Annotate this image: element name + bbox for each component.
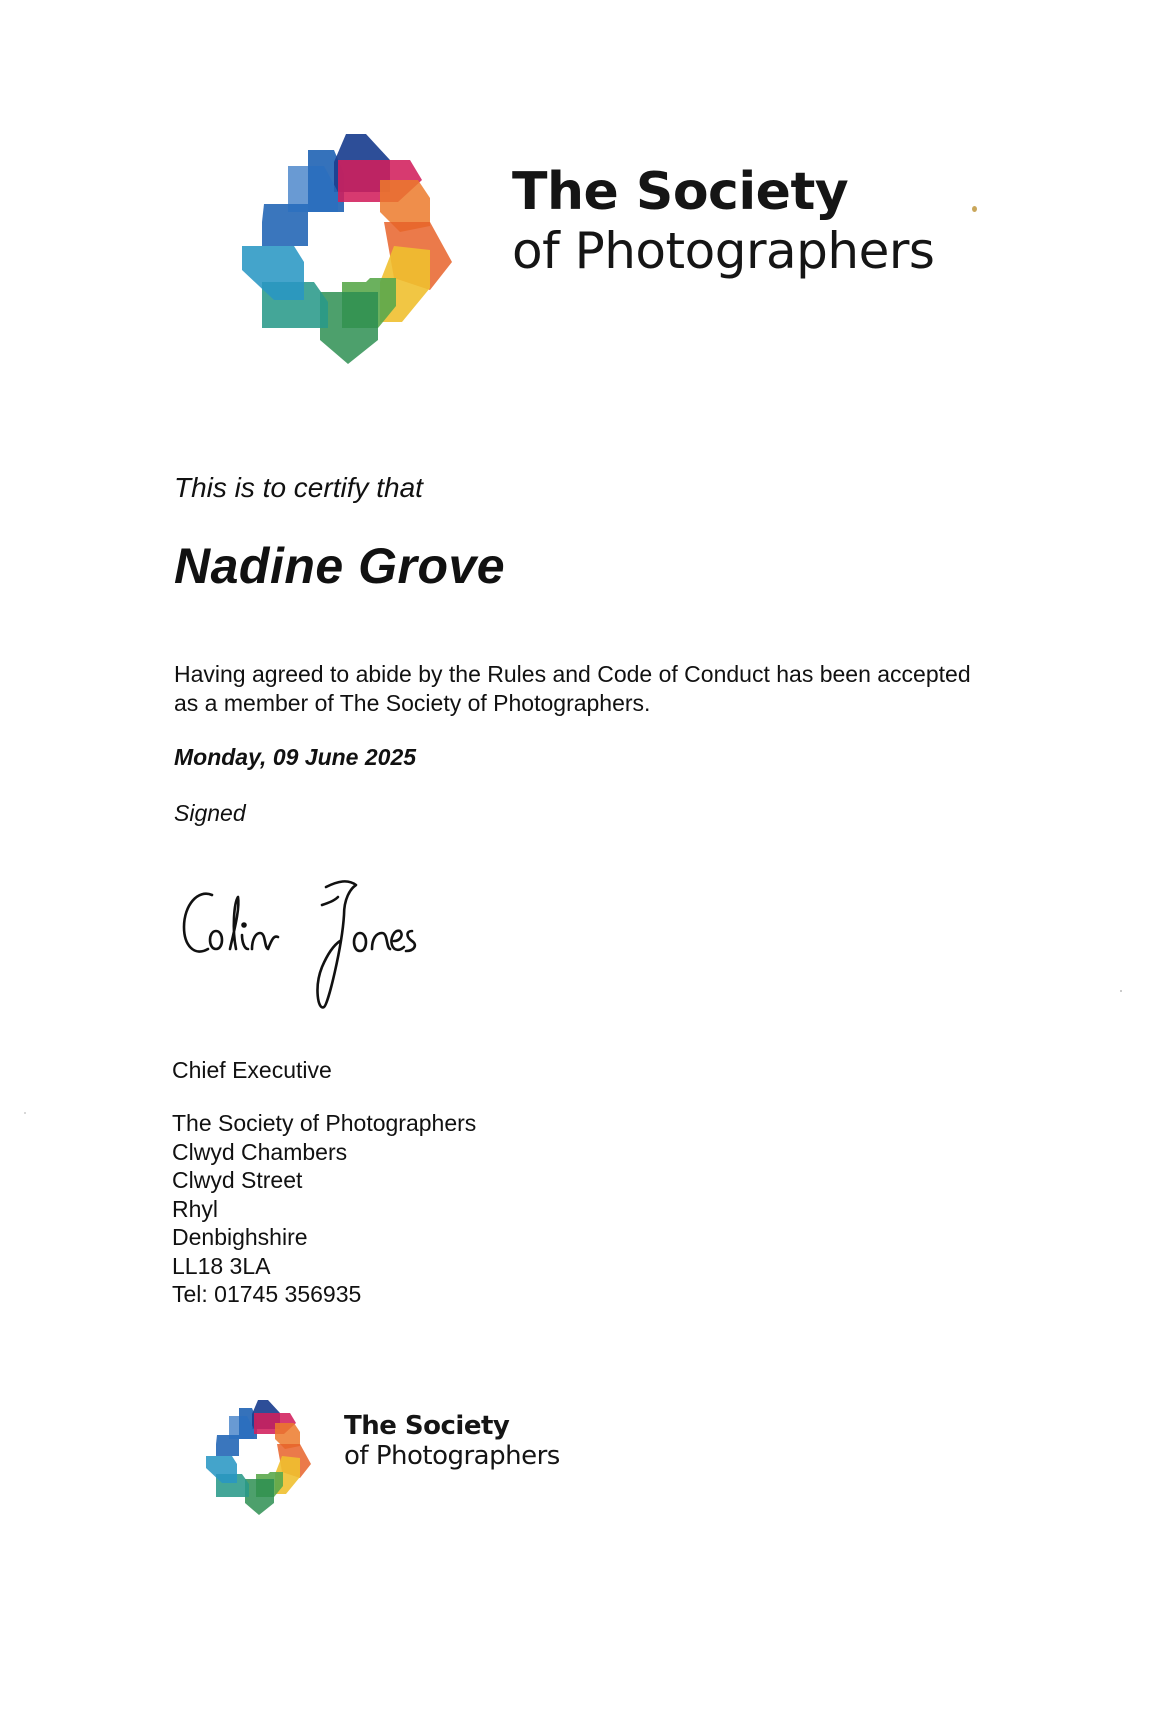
footer-brand-line2: of Photographers [344,1441,560,1471]
address-line: Clwyd Street [172,1167,303,1193]
membership-statement: Having agreed to abide by the Rules and Code of Conduct has been accepted as a member of The Society of Photographers. [174,661,971,716]
society-starburst-icon [203,1398,321,1520]
address-block [172,1109,476,1309]
scan-speck [24,1112,26,1114]
certify-intro: This is to certify that [174,472,423,503]
scan-speck [972,206,977,212]
footer-logo-mark [203,1398,321,1520]
address-line: LL18 3LA [172,1252,271,1279]
scan-speck [1120,990,1122,992]
address-line: Clwyd Chambers [172,1138,348,1165]
address-telephone: Tel: 01745 356935 [172,1281,362,1307]
address-line: Rhyl [172,1195,219,1222]
header-brand-line1: The Society [512,162,849,222]
signed-label: Signed [174,800,246,826]
handwritten-signature [178,875,458,1030]
issue-date: Monday, 09 June 2025 [174,744,417,770]
society-starburst-icon [236,131,472,373]
signer-title: Chief Executive [172,1057,332,1083]
address-line: Denbighshire [172,1224,308,1250]
member-name: Nadine Grove [174,538,506,594]
footer-brand-line1: The Society [344,1411,510,1441]
address-line: The Society of Photographers [172,1110,477,1136]
header-brand-line2: of Photographers [512,222,935,280]
header-logo-mark [236,131,472,373]
